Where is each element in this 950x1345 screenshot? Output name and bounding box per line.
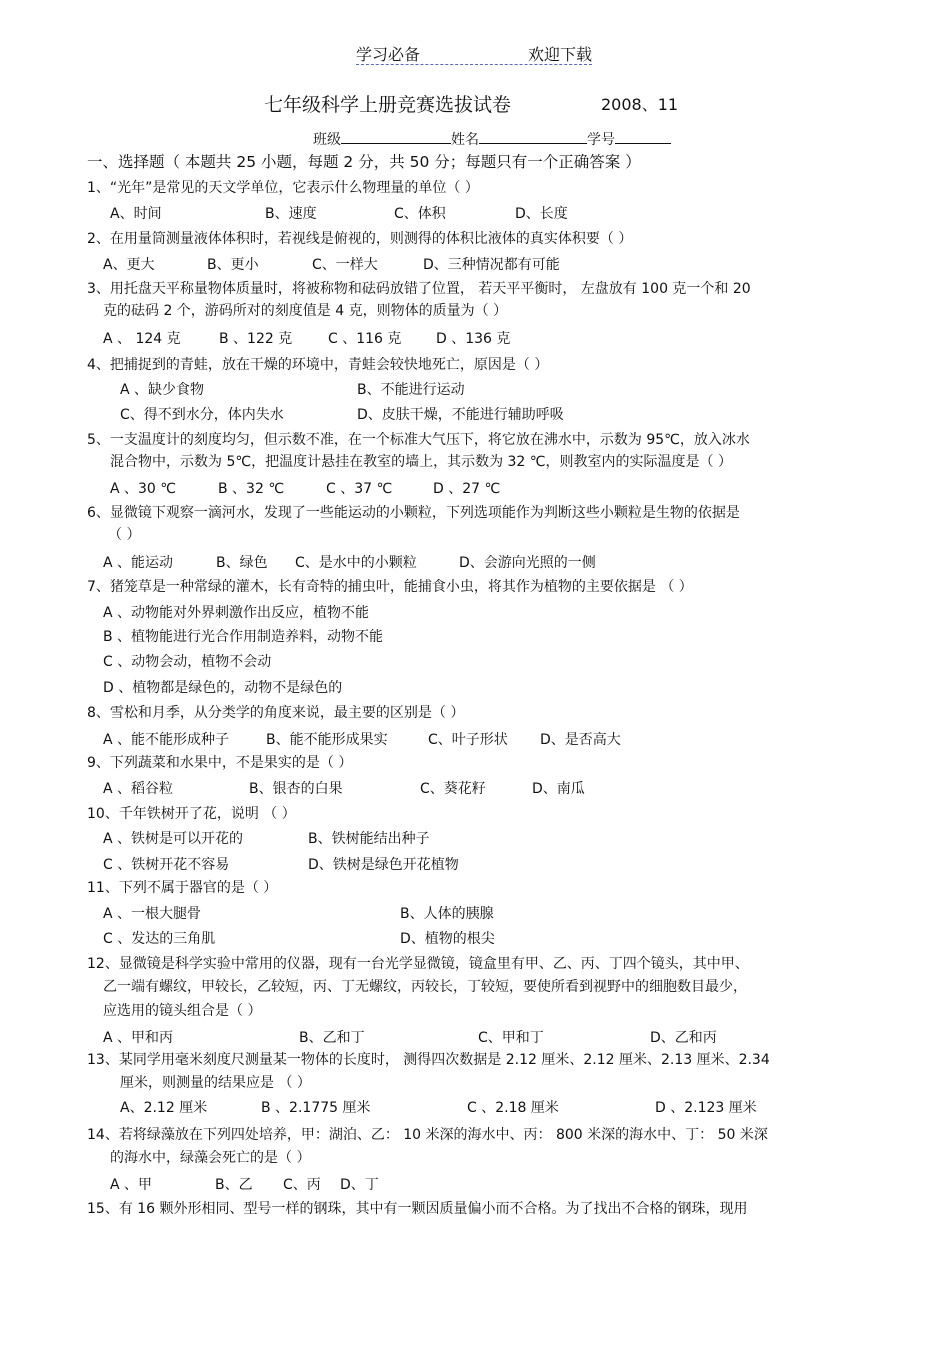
page-header	[356, 42, 592, 65]
question-13-option-b: B 、2.1775 厘米	[261, 1100, 371, 1116]
question-11-stem: 11、下列不属于器官的是（ ）	[87, 880, 278, 896]
title-row	[0, 90, 950, 116]
question-3-option-b: B 、122 克	[219, 331, 293, 347]
question-5-stem-line2: 混合物中，示数为 5℃，把温度计悬挂在教室的墙上，其示数为 32 ℃，则教室内的实际温度是（ ）	[110, 454, 732, 470]
question-11-option-a: A 、一根大腿骨	[103, 906, 202, 922]
question-9-option-d: D、南瓜	[532, 781, 585, 797]
question-2-option-d: D、三种情况都有可能	[423, 257, 560, 273]
name-blank[interactable]	[479, 131, 587, 144]
page-title: 七年级科学上册竞赛选拔试卷	[264, 94, 512, 116]
question-6-option-d: D、会游向光照的一侧	[459, 555, 596, 571]
question-3-option-d: D 、136 克	[436, 331, 511, 347]
question-14-stem-line2: 的海水中，绿藻会死亡的是（ ）	[110, 1150, 311, 1166]
question-9-stem: 9、下列蔬菜和水果中，不是果实的是（ ）	[87, 755, 353, 771]
question-8-option-a: A 、能不能形成种子	[103, 732, 230, 748]
section-heading: 一、选择题（ 本题共 25 小题，每题 2 分，共 50 分；每题只有一个正确答案 ）	[87, 153, 641, 171]
question-12-option-a: A 、甲和丙	[103, 1030, 174, 1046]
question-12-stem-line2: 乙一端有螺纹，甲较长，乙较短，丙、丁无螺纹，丙较长，丁较短，要使所看到视野中的细胞数目最少，	[103, 979, 747, 995]
question-12-option-c: C、甲和丁	[478, 1030, 544, 1046]
question-3-option-a: A 、 124 克	[103, 331, 181, 347]
question-3-stem-line1: 3、用托盘天平称量物体质量时，将被称物和砝码放错了位置， 若天平平衡时， 左盘放有 100 克一个和 20	[87, 281, 751, 297]
question-2-option-a: A、更大	[103, 257, 155, 273]
id-blank[interactable]	[615, 131, 671, 144]
question-6-stem-line1: 6、显微镜下观察一滴河水，发现了一些能运动的小颗粒，下列选项能作为判断这些小颗粒是生物的依据是	[87, 505, 740, 521]
question-5-option-a: A 、30 ℃	[110, 481, 177, 497]
question-4-option-c: C、得不到水分，体内失水	[120, 407, 284, 423]
question-1-option-d: D、长度	[515, 206, 568, 222]
question-14-option-a: A 、甲	[110, 1177, 153, 1193]
question-14-option-c: C、丙	[283, 1177, 321, 1193]
question-5-option-b: B 、32 ℃	[218, 481, 285, 497]
question-14-option-d: D、丁	[340, 1177, 379, 1193]
question-4-option-a: A 、缺少食物	[120, 382, 205, 398]
question-7-option-a: A 、动物能对外界刺激作出反应，植物不能	[103, 605, 370, 621]
student-info-line	[313, 129, 671, 149]
question-3-stem-line2: 克的砝码 2 个，游码所对的刻度值是 4 克，则物体的质量为（ ）	[103, 303, 508, 319]
exam-date: 2008、11	[601, 95, 679, 114]
question-7-option-b: B 、植物能进行光合作用制造养料，动物不能	[103, 629, 384, 645]
question-6-option-b: B、绿色	[216, 555, 268, 571]
question-1-option-b: B、速度	[265, 206, 317, 222]
question-9-option-c: C、葵花籽	[420, 781, 486, 797]
question-12-option-b: B、乙和丁	[299, 1030, 365, 1046]
question-4-option-d: D、皮肤干燥，不能进行辅助呼吸	[357, 407, 564, 423]
question-10-option-d: D、铁树是绿色开花植物	[308, 857, 459, 873]
question-2-option-c: C、一样大	[312, 257, 378, 273]
question-12-stem-line3: 应选用的镜头组合是（ ）	[103, 1003, 262, 1019]
class-blank[interactable]	[341, 131, 451, 144]
question-2-stem: 2、在用量筒测量液体体积时，若视线是俯视的，则测得的体积比液体的真实体积要（ ）	[87, 231, 633, 247]
question-14-stem-line1: 14、若将绿藻放在下列四处培养，甲：湖泊、乙： 10 米深的海水中、丙： 800 米深的海水中、丁： 50 米深	[87, 1127, 768, 1143]
class-label: 班级	[313, 132, 341, 148]
question-1-option-a: A、时间	[110, 206, 162, 222]
question-7-option-d: D 、植物都是绿色的，动物不是绿色的	[103, 680, 343, 696]
question-11-option-d: D、植物的根尖	[400, 931, 495, 947]
question-8-stem: 8、雪松和月季，从分类学的角度来说，最主要的区别是（ ）	[87, 705, 465, 721]
question-5-option-d: D 、27 ℃	[433, 481, 501, 497]
question-7-stem: 7、猪笼草是一种常绿的灌木，长有奇特的捕虫叶，能捕食小虫，将其作为植物的主要依据是 （ ）	[87, 579, 693, 595]
header-right-text: 欢迎下载	[527, 45, 592, 64]
question-14-option-b: B、乙	[215, 1177, 253, 1193]
question-15-stem: 15、有 16 颗外形相同、型号一样的钢珠，其中有一颗因质量偏小而不合格。为了找出不合格的钢珠，现用	[87, 1201, 748, 1217]
question-6-option-a: A 、能运动	[103, 555, 174, 571]
question-8-option-b: B、能不能形成果实	[266, 732, 388, 748]
question-1-stem: 1、“光年”是常见的天文学单位，它表示什么物理量的单位（ ）	[87, 180, 479, 196]
question-1-option-c: C、体积	[394, 206, 446, 222]
question-9-option-b: B、银杏的白果	[249, 781, 343, 797]
question-6-stem-line2: （ ）	[108, 527, 141, 543]
question-13-stem-line1: 13、某同学用毫米刻度尺测量某一物体的长度时， 测得四次数据是 2.12 厘米、2.12 厘米、2.13 厘米、2.34	[87, 1052, 770, 1068]
question-2-option-b: B、更小	[207, 257, 259, 273]
question-7-option-c: C 、动物会动，植物不会动	[103, 654, 272, 670]
question-8-option-c: C、叶子形状	[428, 732, 508, 748]
question-8-option-d: D、是否高大	[540, 732, 621, 748]
question-12-stem-line1: 12、显微镜是科学实验中常用的仪器，现有一台光学显微镜，镜盒里有甲、乙、丙、丁四个镜头，其中甲、	[87, 956, 749, 972]
name-label: 姓名	[451, 132, 479, 148]
question-4-stem: 4、把捕捉到的青蛙，放在干燥的环境中，青蛙会较快地死亡，原因是（ ）	[87, 357, 549, 373]
question-3-option-c: C 、116 克	[328, 331, 402, 347]
id-label: 学号	[587, 132, 615, 148]
question-9-option-a: A 、稻谷粒	[103, 781, 174, 797]
question-11-option-b: B、人体的胰腺	[400, 906, 494, 922]
question-13-option-a: A、2.12 厘米	[120, 1100, 208, 1116]
question-12-option-d: D、乙和丙	[650, 1030, 717, 1046]
header-left-text: 学习必备	[356, 45, 421, 64]
question-4-option-b: B、不能进行运动	[357, 382, 465, 398]
question-10-stem: 10、千年铁树开了花，说明 （ ）	[87, 806, 296, 822]
question-10-option-c: C 、铁树开花不容易	[103, 857, 230, 873]
question-13-option-c: C 、2.18 厘米	[467, 1100, 559, 1116]
question-13-option-d: D 、2.123 厘米	[655, 1100, 757, 1116]
question-10-option-b: B、铁树能结出种子	[308, 831, 430, 847]
question-5-option-c: C 、37 ℃	[326, 481, 393, 497]
question-13-stem-line2: 厘米，则测量的结果应是 （ ）	[120, 1075, 311, 1091]
question-10-option-a: A 、铁树是可以开花的	[103, 831, 244, 847]
question-11-option-c: C 、发达的三角肌	[103, 931, 216, 947]
question-6-option-c: C、是水中的小颗粒	[295, 555, 417, 571]
question-5-stem-line1: 5、一支温度计的刻度均匀，但示数不准，在一个标准大气压下，将它放在沸水中，示数为 95℃，放入冰水	[87, 432, 750, 448]
